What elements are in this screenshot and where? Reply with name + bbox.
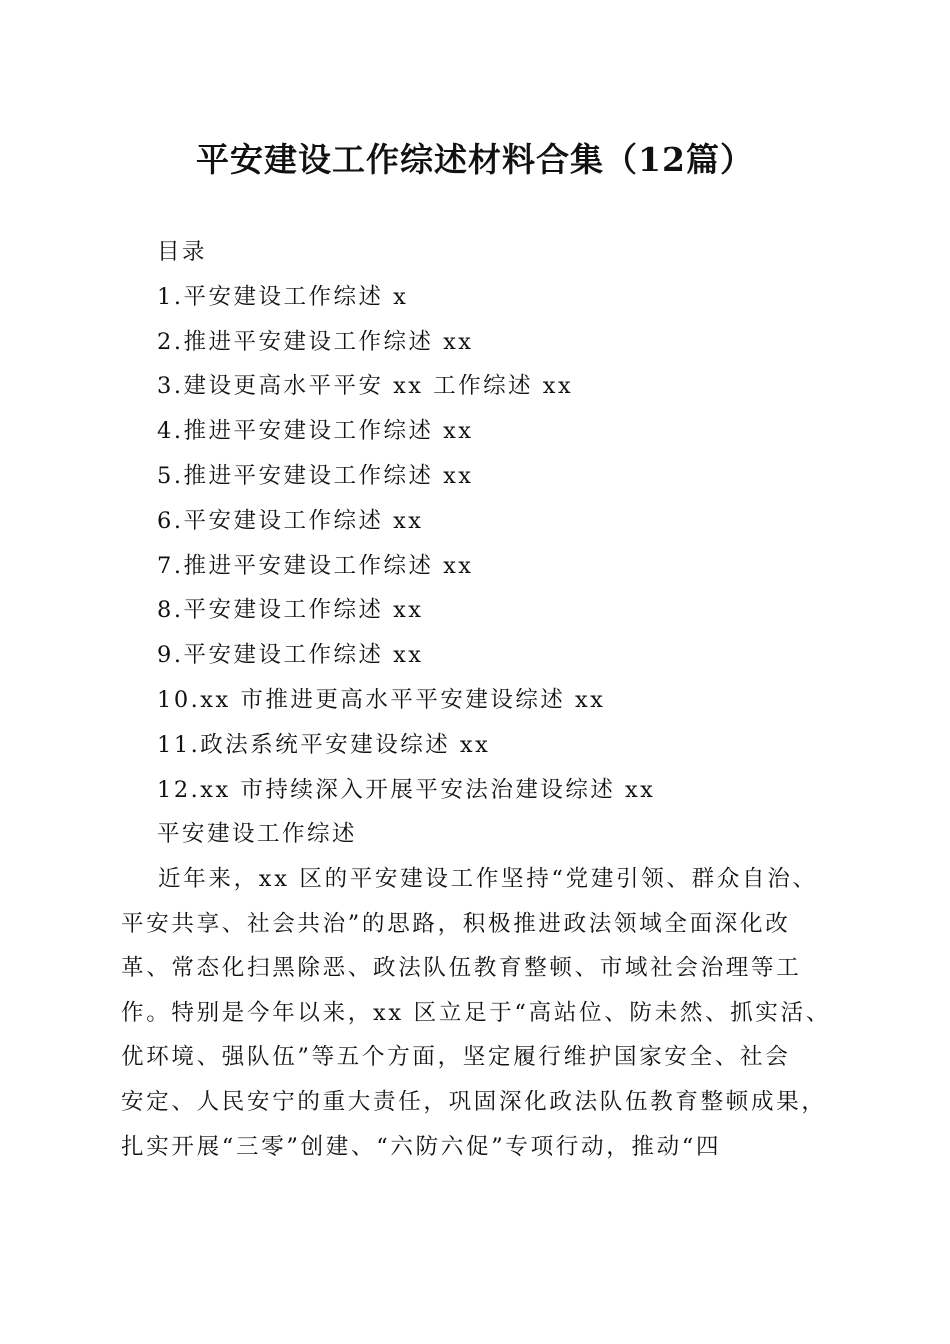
- toc-item: 8.平安建设工作综述 xx: [157, 597, 424, 624]
- toc-item: 3.建设更高水平平安 xx 工作综述 xx: [157, 373, 574, 400]
- paragraph-line: 作。特别是今年以来，xx 区立足于“高站位、防未然、抓实活、: [121, 999, 832, 1026]
- toc-item: 5.推进平安建设工作综述 xx: [157, 462, 474, 489]
- paragraph-line: 革、常态化扫黑除恶、政法队伍教育整顿、市域社会治理等工: [121, 955, 802, 982]
- body-paragraph: [121, 857, 843, 1169]
- toc-item: 6.平安建设工作综述 xx: [157, 507, 424, 534]
- toc-item: 11.政法系统平安建设综述 xx: [157, 731, 491, 758]
- paragraph-line: 扎实开展“三零”创建、“六防六促”专项行动，推动“四: [121, 1133, 722, 1160]
- paragraph-line: 安定、人民安宁的重大责任，巩固深化政法队伍教育整顿成果，: [121, 1088, 827, 1115]
- section-heading: 平安建设工作综述: [157, 821, 358, 848]
- toc-item: 2.推进平安建设工作综述 xx: [157, 328, 474, 355]
- table-of-contents: [157, 230, 857, 857]
- toc-item: 10.xx 市推进更高水平平安建设综述 xx: [157, 686, 606, 713]
- toc-item: 1.平安建设工作综述 x: [157, 283, 409, 310]
- toc-item: 9.平安建设工作综述 xx: [157, 642, 424, 669]
- toc-item: 7.推进平安建设工作综述 xx: [157, 552, 474, 579]
- paragraph-line: 平安共享、社会共治”的思路，积极推进政法领域全面深化改: [121, 910, 791, 937]
- toc-heading: 目录: [157, 239, 208, 265]
- document-title: 平安建设工作综述材料合集（12篇）: [196, 140, 754, 179]
- toc-item: 4.推进平安建设工作综述 xx: [157, 418, 474, 445]
- paragraph-line: 近年来，xx 区的平安建设工作坚持“党建引领、群众自治、: [158, 866, 818, 892]
- toc-item: 12.xx 市持续深入开展平安法治建设综述 xx: [157, 776, 656, 803]
- paragraph-line: 优环境、强队伍”等五个方面，坚定履行维护国家安全、社会: [121, 1044, 791, 1071]
